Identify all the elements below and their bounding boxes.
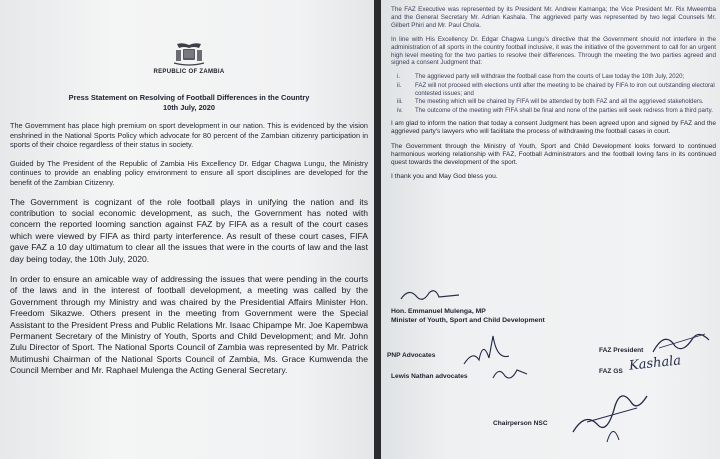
faz-gs-signature: Kashala bbox=[628, 353, 682, 374]
minister-signature bbox=[399, 285, 469, 307]
statement-title: Press Statement on Resolving of Football Differences in the Country bbox=[68, 93, 310, 102]
conditions-list bbox=[391, 73, 716, 114]
right-paragraph-2: In line with His Excellency Dr. Edgar Chagwa Lungu's directive that the Government should not interfere in the administration of all sports in the country football inclusive, it was the initiative of the government to call for an urgent high level meeting for the two parties to resolve their differences. Through the meeting the two parties agreed and signed a consent Judgment that: bbox=[391, 35, 716, 67]
right-paragraph-4: The Government through the Ministry of Youth, Sport and Child Development looks forward to continued harmonious working relationship with FAZ, Football Administrators and the football loving fans in its continued quest towards the development of the sport. bbox=[391, 142, 716, 166]
coat-of-arms-icon bbox=[169, 42, 209, 68]
faz-president-label: FAZ President bbox=[599, 347, 644, 354]
paragraph-3: The Government is cognizant of the role football plays in unifying the nation and its contribution to social economic development, as such, the Government has noted with concern the reported looming sanction against FAZ by FIFA as a result of the court cases which were viewed by FIFA as third party interference. As result of these court cases, FIFA gave FAZ a 10 day ultimatum to clear all the issues that were in the courts of law and the last day being today, the 10th July, 2020. bbox=[10, 196, 368, 264]
paragraph-2: Guided by The President of the Republic of Zambia His Excellency Dr. Edgar Chagwa Lungu, the Ministry continues to provide an enabling policy environment to ensure all sport disciplines are developed for the benefit of the Zambian Citizenry. bbox=[10, 158, 368, 187]
right-paragraph-3: I am glad to inform the nation that today a consent Judgment has been agreed upon and signed by FAZ and the aggrieved party's lawyers who will facilitate the process of withdrawing the football cases in court. bbox=[391, 120, 716, 136]
list-item: iv. The outcome of the meeting with FIFA shall be final and none of the parties will seek redress from a third party. bbox=[397, 106, 713, 114]
chairperson-nsc-label: Chairperson NSC bbox=[493, 420, 548, 427]
faz-president-signature bbox=[649, 326, 715, 358]
right-paragraph-1: The FAZ Executive was represented by its President Mr. Andrew Kamanga; the Vice President Mr. Rix Mweemba and the General Secretary Mr. Adrian Kashala. The aggrieved party was represented by two legal Counsels Mr. Gilbert Phiri and Mr. Paul Chola. bbox=[391, 6, 716, 29]
statement-date: 10th July, 2020 bbox=[162, 103, 216, 112]
republic-heading: REPUBLIC OF ZAMBIA bbox=[153, 69, 225, 75]
paragraph-1: The Government has place high premium on sport development in our nation. This is evidenced by the vision enshrined in the National Sports Policy which advocate for 80 percent of the Zambian citizenry participation in sports of their choice regardless of their status in society. bbox=[10, 121, 368, 150]
pnp-advocates-label: PNP Advocates bbox=[387, 352, 436, 359]
lewis-signature bbox=[491, 362, 531, 384]
right-document-page bbox=[381, 0, 720, 459]
list-item: i. The aggrieved party will withdraw the football case from the courts of Law today the 10th July, 2020; bbox=[397, 73, 685, 81]
paragraph-4: In order to ensure an amicable way of addressing the issues that were pending in the courts of the laws and in the interest of football development, a meeting was called by the Government through my Ministry and was chaired by the Presidential Affairs Minister Hon. Freedom Sikazwe. Others present in the meeting from Government were the Special Assistant to the President Press and Public Relations Mr. Isaac Chipampe Mr. Joe Kapembwa Permanent Secretary of the Ministry of Youth, Sports and Child Development; and Mr. John Zulu Director of Sport. The National Sports Council of Zambia was represented by Mr. Patrick Mutimushi Chairman of the National Sports Council of Zambia, Ms. Grace Kumwenda the Council Member and Mr. Raphael Mulenga the Acting General Secretary. bbox=[10, 274, 368, 376]
lewis-nathan-label: Lewis Nathan advocates bbox=[391, 373, 468, 380]
list-item: iii. The meeting which will be chaired by FIFA will be attended by both FAZ and all the aggrieved stakeholders. bbox=[397, 98, 704, 106]
closing-thanks: I thank you and May God bless you. bbox=[391, 172, 498, 180]
minister-name: Hon. Emmanuel Mulenga, MP bbox=[391, 308, 486, 315]
minister-title: Minister of Youth, Sport and Child Development bbox=[391, 317, 545, 324]
chairperson-signature bbox=[567, 382, 657, 448]
list-item: ii. FAZ will not proceed with elections until after the meeting to be chaired by FIFA to iron out outstanding electoral contested issues; and bbox=[397, 81, 715, 97]
faz-gs-label: FAZ GS bbox=[599, 368, 623, 375]
